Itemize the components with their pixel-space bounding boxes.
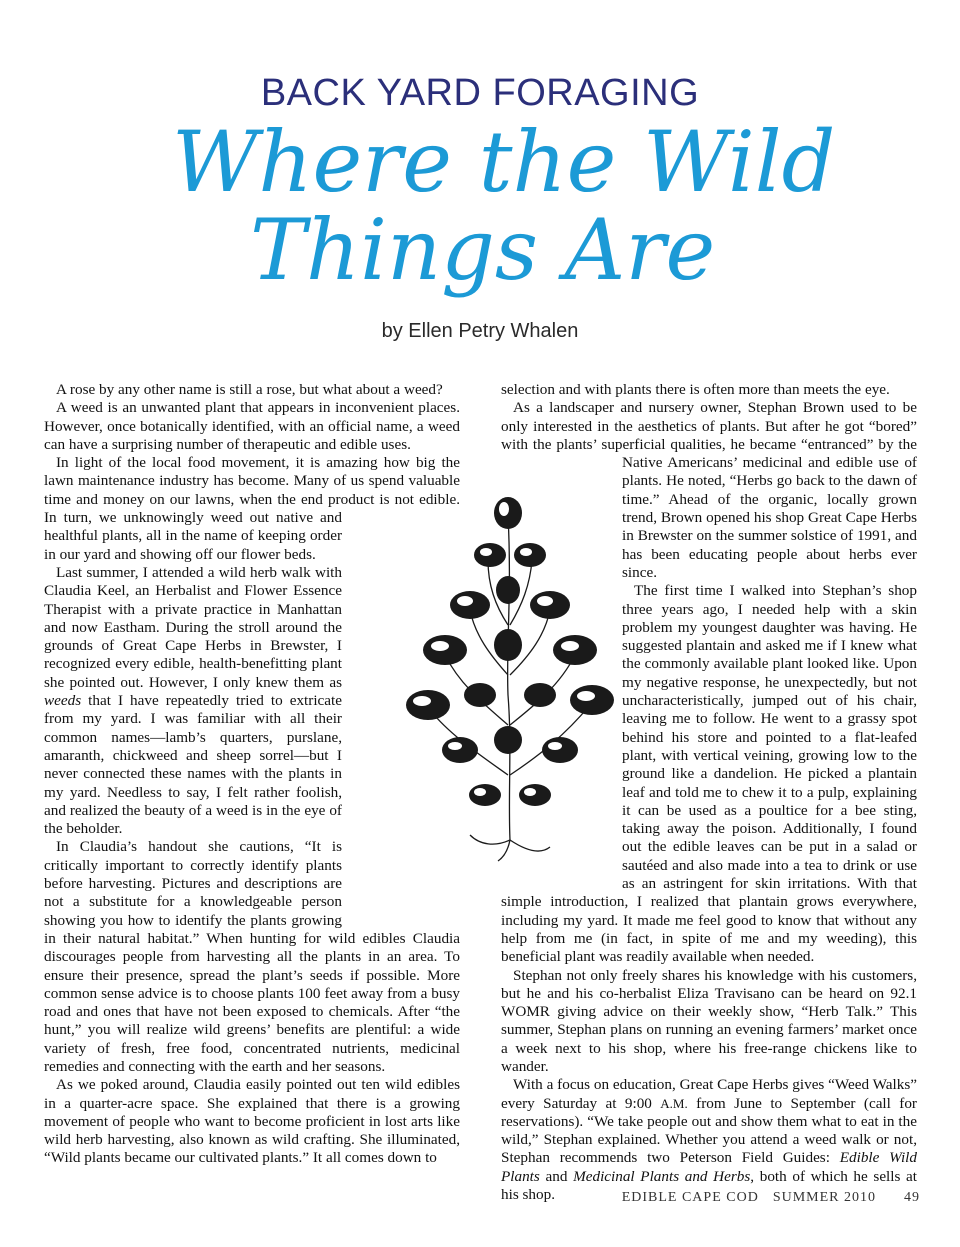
book-title: Medicinal Plants and Herbs: [573, 1167, 751, 1185]
herb-woodcut-illustration: [400, 495, 620, 865]
paragraph: Last summer, I attended a wild herb walk with Claudia Keel, an Herbalist and Flower Essence Therapist with a private practice in Manhattan and now Eastham. During the stroll around the grounds of Great Cape Herbs in Brewster, I recognized every edible, health-benefitting plant she pointed out. However, I only knew them as weeds that I have repeatedly tried to extricate from my yard. I was familiar with all their common names—lamb’s quarters, purslane, amaranth, chickweed and sheep sorrel—but I never connected these names with the plants in my yard. Needless to say, I felt rather foolish, and realized the beauty of a weed is in the eye of the beholder.: [44, 563, 342, 838]
paragraph: As a landscaper and nursery owner, Stephan Brown used to be only interested in the aesthetics of plants. But after he got “bored” with the plants’ superficial qualities, he became “entranced” by the Native Americans’ medicinal and edible use of plants. He noted, “Herbs go back to the dawn of time.” Ahead of the organic, locally grown trend, Brown opened his shop Great Cape Herbs in Brewster on the summer solstice of 1991, and has been educating people about herbs ever since.: [501, 399, 917, 581]
emphasis-weeds: weeds: [44, 692, 82, 710]
paragraph: In light of the local food movement, it is amazing how big the lawn maintenance industry has become. Many of us spend valuable time and money on our lawns, when the end product is not edible. In turn, we unknowingly weed out native and healthful plants, all in the name of keeping order in our yard and showing off our flower beds.: [44, 454, 460, 563]
publication-name: EDIBLE CAPE COD: [621, 1190, 759, 1205]
book-title: Edible Wild Plants: [501, 1149, 917, 1185]
title-line-1: Where the Wild: [172, 113, 836, 211]
paragraph: In Claudia’s handout she cautions, “It is critically important to correctly identify plants before harvesting. Pictures and descriptions are not a substitute for a knowledgeable person showing you how to identify the plants growing in their natural habitat.” When hunting for wild edibles Claudia discourages people from harvesting all the plants in an area. To ensure their presence, spread the plant’s seeds if possible. More common sense advice is to choose plants 100 feet away from a busy road and ones that have not been exposed to chemicals. After “the hunt,” you will realize wild greens’ benefits are plentiful: a wide variety of fresh, free food, concentrated nutrients, medicinal remedies and connecting with the earth and her seasons.: [44, 838, 460, 1075]
paragraph: A weed is an unwanted plant that appears in inconvenient places. However, once botanically identified, with an official name, a weed can have a surprising number of therapeutic and edible uses.: [44, 399, 460, 453]
paragraph: A rose by any other name is still a rose, but what about a weed?: [56, 381, 443, 398]
title-line-2: Things Are: [250, 201, 716, 299]
paragraph: As we poked around, Claudia easily pointed out ten wild edibles in a quarter-acre space. She explained that there is a growing movement of people who want to become proficient in lost arts like wild herb harvesting, also known as wild crafting. She illuminated, “Wild plants became our cultivated plants.” It all comes down to: [44, 1076, 460, 1167]
plant-stems: [430, 515, 590, 861]
paragraph: selection and with plants there is often more than meets the eye.: [501, 381, 890, 398]
left-column: [44, 381, 460, 1168]
byline: by Ellen Petry Whalen: [381, 320, 579, 342]
section-kicker: BACK YARD FORAGING: [260, 72, 700, 114]
page-number: 49: [904, 1190, 920, 1205]
article-title: [150, 113, 870, 299]
paragraph: With a focus on education, Great Cape Herbs gives “Weed Walks” every Saturday at 9:00 A.M. from June to September (call for reservations). “We take people out and show them what to eat in the wild,” Stephan explained. Whether you attend a weed walk or not, Stephan recommends two Peterson Field Guides: Edible Wild Plants and Medicinal Plants and Herbs, both of which he sells at his shop.: [501, 1076, 918, 1204]
paragraph: Stephan not only freely shares his knowledge with his customers, but he and his co-herbalist Eliza Travisano can be heard on 92.1 WOMR giving advice on their weekly show, “Herb Talk.” This summer, Stephan plans on running an evening farmers’ market once a week next to his shop, where his free-range chickens like to wander.: [501, 966, 917, 1075]
paragraph: The first time I walked into Stephan’s shop three years ago, I needed help with a skin problem my youngest daughter was having. He suggested plantain and asked me if I knew what the commonly available plant looked like. Upon my negative response, he unexpectedly, but not uncharacteristically, jumped out of his chair, leaving me to follow. He went to a grassy spot behind his store and pointed to a flat-leafed plant, with vertical veining, growing low to the ground like a dandelion. He picked a plantain leaf and told me to chew it to a pulp, explaining it can be used as a poultice for a bee sting, taking away the poison. Additionally, I found out the edible leaves can be put in a salad or sautéed and also made into a tea to drink or use as an astringent for skin irritations. With that simple introduction, I realized that plantain grows everywhere, including my yard. It made me feel good to know that without any help from me (in fact, in spite of me and my weeding), this beneficial plant was readily available when needed.: [501, 582, 917, 966]
page-footer: [560, 1190, 920, 1206]
issue-date: SUMMER 2010: [772, 1190, 876, 1205]
